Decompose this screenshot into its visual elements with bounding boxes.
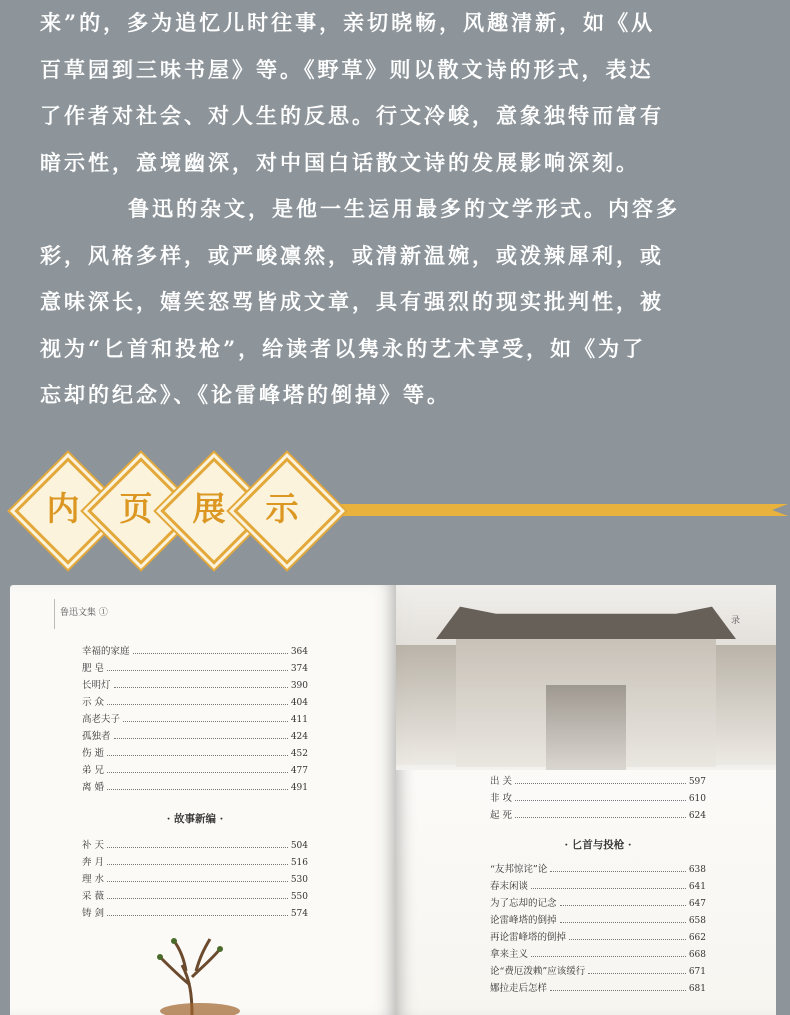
toc-row: 肥 皂 374 xyxy=(82,663,308,674)
intro-text xyxy=(40,0,752,419)
intro-line: 来”的，多为追忆儿时往事，亲切晓畅，风趣清新，如《从 xyxy=(40,10,656,35)
book-spread xyxy=(10,585,782,1015)
toc-row: 理 水 530 xyxy=(82,874,308,885)
gate-door xyxy=(546,685,626,770)
page-corner-label: 录 xyxy=(730,616,740,626)
right-page xyxy=(396,585,776,1015)
title-char: 示 xyxy=(265,489,299,528)
toc-row: 采 薇 550 xyxy=(82,891,308,902)
tree-illustration xyxy=(130,935,260,1015)
toc-row: 孤独者 424 xyxy=(82,731,308,742)
intro-paragraph-1 xyxy=(40,0,752,186)
intro-line: 意味深长，嬉笑怒骂皆成文章，具有强烈的现实批判性，被 xyxy=(40,289,664,314)
section-title-banner xyxy=(18,466,778,552)
toc-row: 补 天 504 xyxy=(82,840,308,851)
intro-line: 暗示性，意境幽深，对中国白话散文诗的发展影响深刻。 xyxy=(40,149,640,175)
toc-row: 非 攻 610 xyxy=(490,793,706,804)
title-char: 页 xyxy=(119,489,153,528)
toc-row: 娜拉走后怎样 681 xyxy=(490,983,706,994)
toc-row: 春末闲谈 641 xyxy=(490,881,706,892)
toc-row: 幸福的家庭 364 xyxy=(82,646,308,657)
toc-row: 奔 月 516 xyxy=(82,857,308,868)
gate-illustration xyxy=(396,585,776,770)
toc-row: 论“费厄泼赖”应该缓行 671 xyxy=(490,966,706,977)
toc-row: 弟 兄 477 xyxy=(82,765,308,776)
intro-line: 忘却的纪念》、《论雷峰塔的倒掉》等。 xyxy=(40,382,451,407)
toc-list xyxy=(490,773,706,824)
toc-row: 起 死 624 xyxy=(490,810,706,821)
toc-row: 高老夫子 411 xyxy=(82,714,308,725)
toc-row: 铸 剑 574 xyxy=(82,908,308,919)
toc-row: 拿来主义 668 xyxy=(490,949,706,960)
intro-line: 百草园到三味书屋》等。《野草》则以散文诗的形式，表达 xyxy=(40,56,654,82)
toc-row: 离 婚 491 xyxy=(82,782,308,793)
intro-line: 视为“匕首和投枪”，给读者以隽永的艺术享受，如《为了 xyxy=(40,335,647,361)
toc-row: 示 众 404 xyxy=(82,697,308,708)
intro-line: 了作者对社会、对人生的反思。行文冷峻，意象独特而富有 xyxy=(40,103,664,128)
title-char: 展 xyxy=(192,489,226,528)
toc-list xyxy=(82,837,308,922)
toc-row: 为了忘却的记念 647 xyxy=(490,898,706,909)
intro-paragraph-2 xyxy=(40,186,752,419)
header-divider xyxy=(54,599,55,629)
toc-list xyxy=(82,643,308,796)
toc-row: “友邦惊诧”论 638 xyxy=(490,864,706,875)
toc-section-heading: · 匕首与投枪 · xyxy=(564,839,632,851)
intro-line: 鲁迅的杂文，是他一生运用最多的文学形式。内容多 xyxy=(128,196,680,221)
page-header: 鲁迅文集 ① xyxy=(60,608,108,618)
left-page xyxy=(10,585,396,1015)
toc-row: 出 关 597 xyxy=(490,776,706,787)
gate-side-wall xyxy=(706,645,776,765)
toc-row: 伤 逝 452 xyxy=(82,748,308,759)
toc-row: 论雷峰塔的倒掉 658 xyxy=(490,915,706,926)
toc-list xyxy=(490,861,706,997)
toc-row: 长明灯 390 xyxy=(82,680,308,691)
toc-row: 再论雷峰塔的倒掉 662 xyxy=(490,932,706,943)
title-char: 内 xyxy=(46,489,80,528)
toc-section-heading: · 故事新编 · xyxy=(166,813,224,825)
gate-roof xyxy=(436,603,736,639)
intro-line: 彩，风格多样，或严峻凛然，或清新温婉，或泼辣犀利，或 xyxy=(40,242,664,268)
